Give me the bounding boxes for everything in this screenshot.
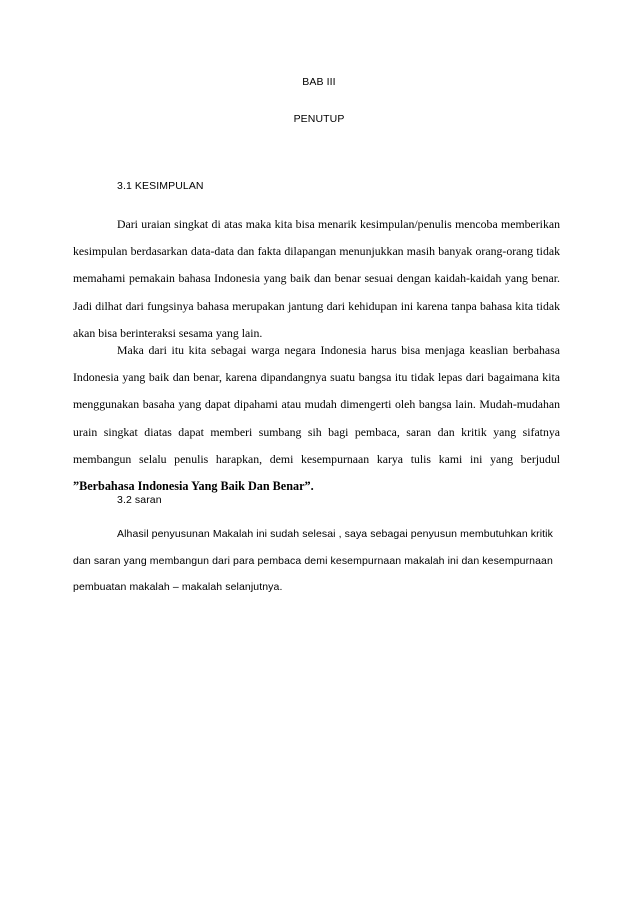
kesimpulan-paragraph-2: [73, 337, 560, 500]
section-heading-saran: 3.2 saran: [117, 494, 162, 506]
kesimpulan-paragraph-2-text: Maka dari itu kita sebagai warga negara Indonesia harus bisa menjaga keaslian berbahasa Indonesia yang baik dan benar, karena dipandangnya suatu bangsa itu tidak lepas dari bagaimana kita menggunakan basaha yang dapat dipahami atau mudah dimengerti oleh bangsa lain. Mudah-mudahan urain singkat diatas dapat memberi sumbang sih bagi pembaca, saran dan kritik yang sifatnya membangun selalu penulis harapkan, demi kesempurnaan karya tulis kami ini yang berjudul: [73, 343, 560, 466]
paper-title: ”Berbahasa Indonesia Yang Baik Dan Benar”.: [73, 479, 314, 494]
chapter-title: PENUTUP: [293, 113, 345, 125]
saran-paragraph: Alhasil penyusunan Makalah ini sudah selesai , saya sebagai penyusun membutuhkan kritik dan saran yang membangun dari para pembaca demi kesempurnaan makalah ini dan kesempurnaan pembuatan makalah – makalah selanjutnya.: [73, 528, 553, 593]
chapter-number: BAB III: [302, 76, 336, 88]
kesimpulan-paragraph-1: Dari uraian singkat di atas maka kita bisa menarik kesimpulan/penulis mencoba memberikan kesimpulan berdasarkan data-data dan fakta dilapangan menunjukkan masih banyak orang-orang tidak memahami pemakain bahasa Indonesia yang baik dan benar sesuai dengan kaidah-kaidah yang benar. Jadi dilhat dari fungsinya bahasa merupakan jantung dari kehidupan ini karena tanpa bahasa kita tidak akan bisa berinteraksi sesama yang lain.: [73, 217, 560, 340]
section-heading-kesimpulan: 3.1 KESIMPULAN: [117, 180, 204, 192]
